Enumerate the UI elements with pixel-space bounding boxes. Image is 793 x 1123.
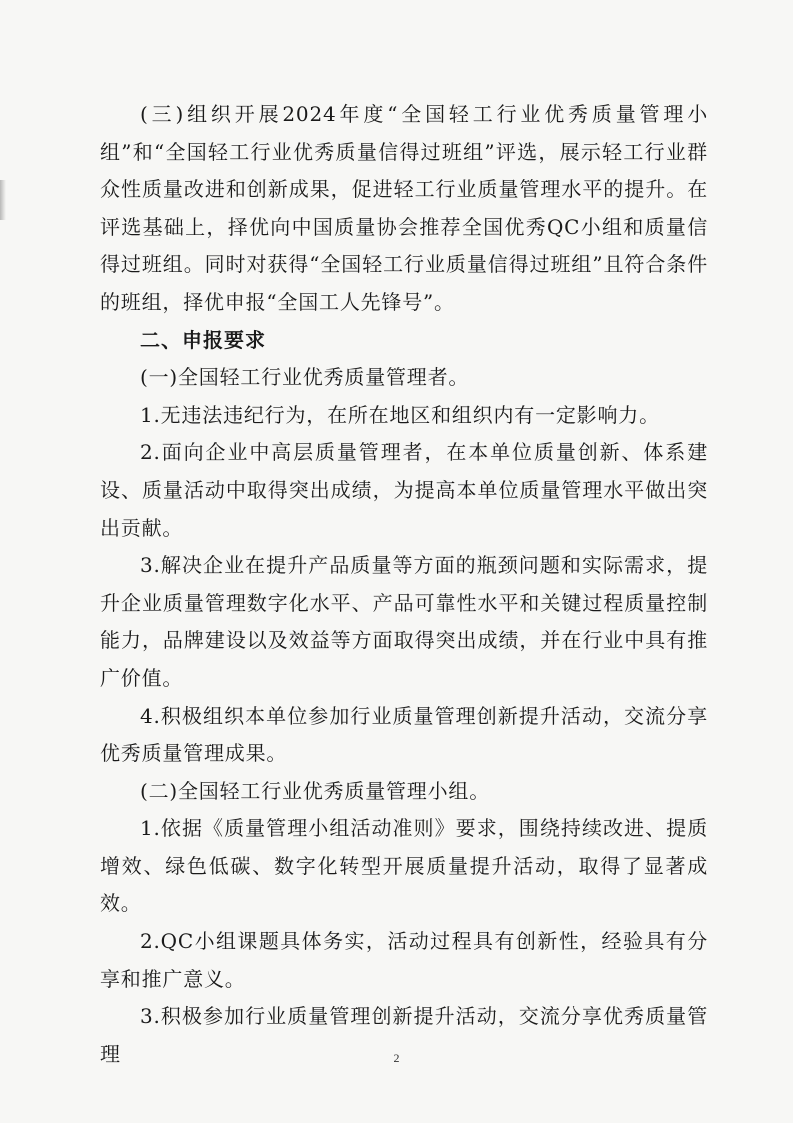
requirement-item: 2.QC小组课题具体务实，活动过程具有创新性，经验具有分享和推广意义。: [100, 929, 708, 991]
scan-edge-shadow: [0, 180, 6, 220]
requirement-item: 2.面向企业中高层质量管理者，在本单位质量创新、体系建设、质量活动中取得突出成绩，为提高本单位质量管理水平做出突出贡献。: [100, 440, 708, 540]
subheading-quality-managers: (一)全国轻工行业优秀质量管理者。: [140, 365, 470, 390]
section-heading-requirements: 二、申报要求: [140, 327, 266, 352]
requirement-item: 3.积极参加行业质量管理创新提升活动，交流分享优秀质量管理: [100, 1004, 708, 1066]
page-number: 2: [393, 1051, 400, 1065]
requirement-item: 4.积极组织本单位参加行业质量管理创新提升活动，交流分享优秀质量管理成果。: [100, 703, 708, 766]
body-text: [100, 96, 708, 1073]
paragraph-selection-activities: (三)组织开展2024年度“全国轻工行业优秀质量管理小组”和“全国轻工行业优秀质量信得过班组”评选，展示轻工行业群众性质量改进和创新成果，促进轻工行业质量管理水平的提升。在评选基础上，择优向中国质量协会推荐全国优秀QC小组和质量信得过班组。同时对获得“全国轻工行业质量信得过班组”且符合条件的班组，择优申报“全国工人先锋号”。: [100, 102, 708, 314]
requirement-item: 3.解决企业在提升产品质量等方面的瓶颈问题和实际需求，提升企业质量管理数字化水平、产品可靠性水平和关键过程质量控制能力，品牌建设以及效益等方面取得突出成绩，并在行业中具有推广价值。: [100, 553, 708, 690]
subheading-qc-groups: (二)全国轻工行业优秀质量管理小组。: [140, 778, 491, 803]
requirement-item: 1.无违法违纪行为，在所在地区和组织内有一定影响力。: [140, 402, 660, 427]
requirement-item: 1.依据《质量管理小组活动准则》要求，围绕持续改进、提质增效、绿色低碳、数字化转型开展质量提升活动，取得了显著成效。: [100, 816, 708, 916]
